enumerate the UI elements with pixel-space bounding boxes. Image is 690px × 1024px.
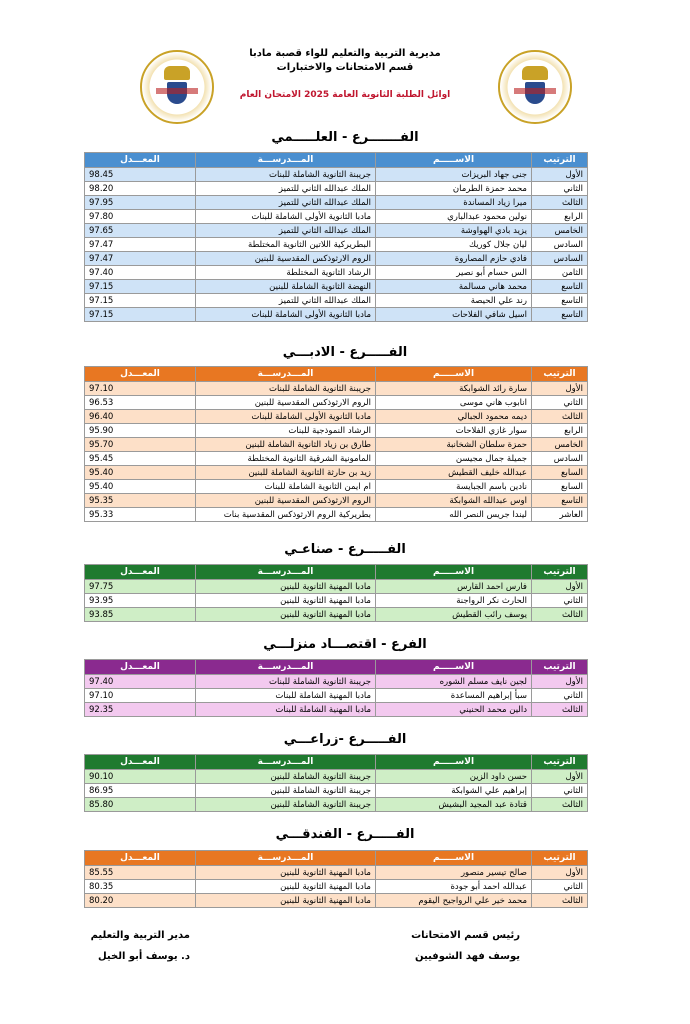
avg-cell: 97.15 xyxy=(85,308,196,322)
column-header-rank: الترتيب xyxy=(532,565,588,580)
rank-cell: الأول xyxy=(532,168,588,182)
column-header-school: المـــدرســـة xyxy=(196,660,376,675)
table-row xyxy=(85,196,588,210)
table-row xyxy=(85,594,588,608)
rank-cell: الثاني xyxy=(532,880,588,894)
table-row xyxy=(85,410,588,424)
rank-cell: العاشر xyxy=(532,508,588,522)
director-title: مدير التربية والتعليم xyxy=(90,930,190,941)
school-cell: الروم الارثوذكس المقدسية للبنين xyxy=(196,494,376,508)
school-cell: جريبنة الثانوية الشاملة للبنين xyxy=(196,784,376,798)
rank-cell: الخامس xyxy=(532,438,588,452)
avg-cell: 97.65 xyxy=(85,224,196,238)
avg-cell: 96.40 xyxy=(85,410,196,424)
school-cell: جريبنة الثانوية الشاملة للبنات xyxy=(196,168,376,182)
literary-results-table xyxy=(84,366,588,522)
avg-cell: 95.40 xyxy=(85,480,196,494)
school-cell: مادبا الثانوية الأولى الشاملة للبنات xyxy=(196,210,376,224)
rank-cell: الثاني xyxy=(532,689,588,703)
avg-cell: 85.55 xyxy=(85,866,196,880)
directorate-title: مديرية التربية والتعليم للواء قصبة مادبا xyxy=(249,48,441,59)
name-cell: ليان جلال كوريك xyxy=(376,238,532,252)
table-row xyxy=(85,703,588,717)
name-cell: صالح تيسير منصور xyxy=(376,866,532,880)
table-row xyxy=(85,580,588,594)
document-title: اوائل الطلبة الثانوية العامة 2025 الامتحان العام xyxy=(239,90,451,100)
school-cell: جريبنة الثانوية الشاملة للبنات xyxy=(196,382,376,396)
rank-cell: الأول xyxy=(532,382,588,396)
avg-cell: 95.40 xyxy=(85,466,196,480)
school-cell: الملك عبدالله الثاني للتميز xyxy=(196,182,376,196)
name-cell: اوس عبدالله الشوابكة xyxy=(376,494,532,508)
rank-cell: الخامس xyxy=(532,224,588,238)
table-row xyxy=(85,480,588,494)
column-header-name: الاســـــم xyxy=(376,755,532,770)
scientific-branch-title: الفـــــــرع - العلـــــمي xyxy=(271,130,419,145)
home-economics-results-table xyxy=(84,659,588,717)
school-cell: الملك عبدالله الثاني للتميز xyxy=(196,224,376,238)
avg-cell: 98.45 xyxy=(85,168,196,182)
name-cell: ليندا جريس النصر الله xyxy=(376,508,532,522)
rank-cell: الأول xyxy=(532,675,588,689)
school-cell: جريبنة الثانوية الشاملة للبنات xyxy=(196,675,376,689)
name-cell: ميرا زياد المساندة xyxy=(376,196,532,210)
rank-cell: السادس xyxy=(532,452,588,466)
name-cell: إبراهيم علي الشوابكة xyxy=(376,784,532,798)
column-header-school: المـــدرســـة xyxy=(196,755,376,770)
column-header-name: الاســـــم xyxy=(376,660,532,675)
avg-cell: 98.20 xyxy=(85,182,196,196)
avg-cell: 92.35 xyxy=(85,703,196,717)
name-cell: دالين محمد الحنيني xyxy=(376,703,532,717)
table-row xyxy=(85,784,588,798)
school-cell: النهضة الثانوية الشاملة للبنين xyxy=(196,280,376,294)
school-cell: مادبا المهنية الثانوية للبنين xyxy=(196,880,376,894)
school-cell: زيد بن حارثة الثانوية الشاملة للبنين xyxy=(196,466,376,480)
school-cell: مادبا الثانوية الأولى الشاملة للبنات xyxy=(196,308,376,322)
table-row xyxy=(85,770,588,784)
school-cell: مادبا المهنية الشاملة للبنات xyxy=(196,703,376,717)
column-header-name: الاســـــم xyxy=(376,851,532,866)
table-row xyxy=(85,168,588,182)
column-header-avg: المعـــدل xyxy=(85,565,196,580)
name-cell: حسن داود الزين xyxy=(376,770,532,784)
rank-cell: السادس xyxy=(532,238,588,252)
avg-cell: 95.35 xyxy=(85,494,196,508)
table-row xyxy=(85,452,588,466)
name-cell: يوسف رائب القطيش xyxy=(376,608,532,622)
rank-cell: الثالث xyxy=(532,703,588,717)
column-header-rank: الترتيب xyxy=(532,851,588,866)
avg-cell: 93.85 xyxy=(85,608,196,622)
rank-cell: السابع xyxy=(532,480,588,494)
column-header-avg: المعـــدل xyxy=(85,755,196,770)
avg-cell: 80.20 xyxy=(85,894,196,908)
name-cell: نادين باسم الجبايسة xyxy=(376,480,532,494)
table-row xyxy=(85,894,588,908)
rank-cell: الأول xyxy=(532,770,588,784)
table-row xyxy=(85,880,588,894)
avg-cell: 95.70 xyxy=(85,438,196,452)
exams-head-title: رئيس قسم الامتحانات xyxy=(411,930,520,941)
name-cell: سارة رائد الشوابكة xyxy=(376,382,532,396)
school-cell: ام ايمن الثانوية الشاملة للبنات xyxy=(196,480,376,494)
name-cell: جنى جهاد البريزات xyxy=(376,168,532,182)
name-cell: ديمه محمود الجبالي xyxy=(376,410,532,424)
rank-cell: التاسع xyxy=(532,280,588,294)
home-economics-branch-title: الفرع - اقتصـــاد منزلـــي xyxy=(263,637,427,652)
table-row xyxy=(85,308,588,322)
avg-cell: 80.35 xyxy=(85,880,196,894)
column-header-rank: الترتيب xyxy=(532,755,588,770)
column-header-rank: الترتيب xyxy=(532,660,588,675)
rank-cell: الثالث xyxy=(532,410,588,424)
agricultural-results-table xyxy=(84,754,588,812)
table-row xyxy=(85,252,588,266)
school-cell: مادبا المهنية الشاملة للبنات xyxy=(196,689,376,703)
school-cell: الملك عبدالله الثاني للتميز xyxy=(196,294,376,308)
school-cell: المامونية الشرقية الثانوية المختلطة xyxy=(196,452,376,466)
school-cell: الرشاد النموذجية للبنات xyxy=(196,424,376,438)
column-header-name: الاســـــم xyxy=(376,153,532,168)
rank-cell: الثامن xyxy=(532,266,588,280)
rank-cell: الثاني xyxy=(532,182,588,196)
scientific-results-table xyxy=(84,152,588,322)
table-row xyxy=(85,494,588,508)
name-cell: اسيل شافي الفلاحات xyxy=(376,308,532,322)
avg-cell: 95.45 xyxy=(85,452,196,466)
column-header-name: الاســـــم xyxy=(376,367,532,382)
rank-cell: الثاني xyxy=(532,396,588,410)
column-header-avg: المعـــدل xyxy=(85,153,196,168)
avg-cell: 97.40 xyxy=(85,675,196,689)
table-row xyxy=(85,396,588,410)
table-row xyxy=(85,508,588,522)
name-cell: جميلة جمال مجيسن xyxy=(376,452,532,466)
avg-cell: 85.80 xyxy=(85,798,196,812)
school-cell: مادبا المهنية الثانوية للبنين xyxy=(196,594,376,608)
rank-cell: الثاني xyxy=(532,594,588,608)
table-row xyxy=(85,466,588,480)
table-row xyxy=(85,689,588,703)
table-row xyxy=(85,438,588,452)
school-cell: الروم الارثوذكس المقدسية للبنين xyxy=(196,252,376,266)
rank-cell: الثالث xyxy=(532,894,588,908)
school-cell: مادبا المهنية الثانوية للبنين xyxy=(196,866,376,880)
table-row xyxy=(85,424,588,438)
avg-cell: 97.80 xyxy=(85,210,196,224)
name-cell: محمد حمزة الطرمان xyxy=(376,182,532,196)
name-cell: رند علي الحيصة xyxy=(376,294,532,308)
rank-cell: الثالث xyxy=(532,196,588,210)
column-header-rank: الترتيب xyxy=(532,153,588,168)
column-header-avg: المعـــدل xyxy=(85,660,196,675)
rank-cell: الأول xyxy=(532,580,588,594)
avg-cell: 95.33 xyxy=(85,508,196,522)
school-cell: مادبا المهنية الثانوية للبنين xyxy=(196,608,376,622)
avg-cell: 93.95 xyxy=(85,594,196,608)
school-cell: البطريركية اللاتين الثانوية المختلطة xyxy=(196,238,376,252)
table-row xyxy=(85,608,588,622)
name-cell: لجين نايف مسلم الشوره xyxy=(376,675,532,689)
column-header-rank: الترتيب xyxy=(532,367,588,382)
rank-cell: السادس xyxy=(532,252,588,266)
literary-branch-title: الفـــــرع - الادبـــي xyxy=(282,345,408,360)
name-cell: الحارث نكر الرواجنة xyxy=(376,594,532,608)
school-cell: جريبنة الثانوية الشاملة للبنين xyxy=(196,770,376,784)
avg-cell: 97.10 xyxy=(85,382,196,396)
hospitality-results-table xyxy=(84,850,588,908)
table-row xyxy=(85,182,588,196)
column-header-school: المـــدرســـة xyxy=(196,851,376,866)
name-cell: محمد هاني مسالمة xyxy=(376,280,532,294)
column-header-school: المـــدرســـة xyxy=(196,367,376,382)
column-header-school: المـــدرســـة xyxy=(196,153,376,168)
name-cell: عبدالله احمد أبو جودة xyxy=(376,880,532,894)
table-row xyxy=(85,382,588,396)
rank-cell: الثاني xyxy=(532,784,588,798)
industrial-branch-title: الفـــــرع - صناعـي xyxy=(284,542,406,557)
name-cell: قتادة عبد المجيد البشيش xyxy=(376,798,532,812)
rank-cell: الثالث xyxy=(532,608,588,622)
table-row xyxy=(85,210,588,224)
table-row xyxy=(85,266,588,280)
school-cell: طارق بن زياد الثانوية الشاملة للبنين xyxy=(196,438,376,452)
name-cell: انابوب هاني موسى xyxy=(376,396,532,410)
name-cell: نولين محمود عبدالباري xyxy=(376,210,532,224)
school-cell: بطريركية الروم الارثوذكس المقدسية بنات xyxy=(196,508,376,522)
rank-cell: الثالث xyxy=(532,798,588,812)
avg-cell: 95.90 xyxy=(85,424,196,438)
name-cell: فارس احمد القارس xyxy=(376,580,532,594)
page-header xyxy=(0,0,690,130)
rank-cell: الأول xyxy=(532,866,588,880)
table-row xyxy=(85,238,588,252)
school-cell: جريبنة الثانوية الشاملة للبنين xyxy=(196,798,376,812)
rank-cell: الرابع xyxy=(532,424,588,438)
name-cell: محمد خير علي الرواجيح اليقوم xyxy=(376,894,532,908)
column-header-avg: المعـــدل xyxy=(85,367,196,382)
rank-cell: السابع xyxy=(532,466,588,480)
hospitality-branch-title: الفـــــرع - الفندقـــي xyxy=(275,827,415,842)
avg-cell: 97.15 xyxy=(85,280,196,294)
name-cell: سبأ إبراهيم المساعدة xyxy=(376,689,532,703)
name-cell: فادي حازم المصاروة xyxy=(376,252,532,266)
exams-head-name: يوسف فهد الشوفيين xyxy=(415,951,520,962)
table-row xyxy=(85,280,588,294)
column-header-name: الاســـــم xyxy=(376,565,532,580)
department-title: قسم الامتحانات والاختبارات xyxy=(276,62,414,73)
name-cell: سوار غازي الفلاحات xyxy=(376,424,532,438)
name-cell: يزيد بادي الهواوشة xyxy=(376,224,532,238)
avg-cell: 97.10 xyxy=(85,689,196,703)
column-header-avg: المعـــدل xyxy=(85,851,196,866)
school-cell: الروم الارثوذكس المقدسية للبنين xyxy=(196,396,376,410)
school-cell: الرشاد الثانوية المختلطة xyxy=(196,266,376,280)
column-header-school: المـــدرســـة xyxy=(196,565,376,580)
name-cell: عبدالله خليف القطيش xyxy=(376,466,532,480)
avg-cell: 97.47 xyxy=(85,238,196,252)
school-cell: مادبا المهنية الثانوية للبنين xyxy=(196,894,376,908)
table-row xyxy=(85,675,588,689)
name-cell: حمزة سلطان الشخانبة xyxy=(376,438,532,452)
rank-cell: التاسع xyxy=(532,494,588,508)
table-row xyxy=(85,294,588,308)
school-cell: الملك عبدالله الثاني للتميز xyxy=(196,196,376,210)
table-row xyxy=(85,224,588,238)
avg-cell: 97.40 xyxy=(85,266,196,280)
name-cell: الس حسام أبو نصير xyxy=(376,266,532,280)
director-name: د. يوسف أبو الخيل xyxy=(98,951,190,962)
rank-cell: التاسع xyxy=(532,294,588,308)
agricultural-branch-title: الفـــــرع -زراعـــي xyxy=(283,732,407,747)
school-cell: مادبا المهنية الثانوية للبنين xyxy=(196,580,376,594)
avg-cell: 97.75 xyxy=(85,580,196,594)
avg-cell: 86.95 xyxy=(85,784,196,798)
avg-cell: 97.47 xyxy=(85,252,196,266)
avg-cell: 90.10 xyxy=(85,770,196,784)
rank-cell: التاسع xyxy=(532,308,588,322)
avg-cell: 96.53 xyxy=(85,396,196,410)
industrial-results-table xyxy=(84,564,588,622)
rank-cell: الرابع xyxy=(532,210,588,224)
table-row xyxy=(85,798,588,812)
avg-cell: 97.95 xyxy=(85,196,196,210)
avg-cell: 97.15 xyxy=(85,294,196,308)
table-row xyxy=(85,866,588,880)
school-cell: مادبا الثانوية الأولى الشاملة للبنات xyxy=(196,410,376,424)
